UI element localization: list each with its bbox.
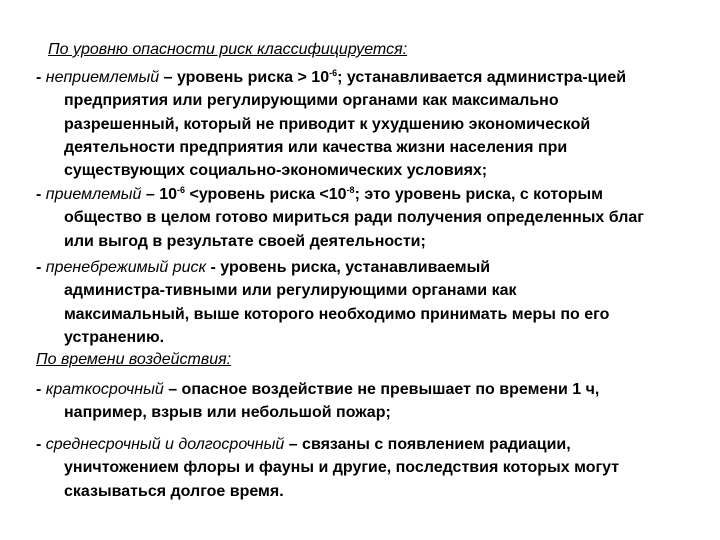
- list-item-acceptable: [36, 183, 692, 253]
- heading-exposure-time: [36, 348, 692, 371]
- item-line: общество в целом готово мириться ради получения определенных благ: [64, 209, 644, 227]
- item-dash: -: [36, 381, 46, 398]
- heading-1-text: По уровню опасности риск классифицируется:: [48, 41, 408, 58]
- item-line: максимальный, выше которого необходимо принимать меры по его: [64, 305, 610, 323]
- item-text: ; устанавливается администра-цией: [337, 69, 627, 86]
- item-text: <уровень риска <10: [185, 186, 347, 203]
- item-term: пренебрежимый риск: [45, 259, 207, 276]
- list-item-short-term: [36, 378, 692, 425]
- list-item-negligible: [36, 256, 692, 349]
- heading-2-text: По времени воздействия:: [36, 351, 232, 368]
- item-term: краткосрочный: [45, 381, 164, 398]
- item-sup: -8: [346, 185, 355, 195]
- item-line: администра-тивными или регулирующими органами как: [64, 282, 517, 300]
- item-text: ; это уровень риска, с которым: [354, 186, 604, 203]
- item-dash: -: [36, 186, 46, 203]
- item-text: – 10: [141, 186, 178, 203]
- item-line: уничтожением флоры и фауны и другие, последствия которых могут: [64, 459, 620, 477]
- item-line: деятельности предприятия или качества жизни населения при: [64, 138, 568, 156]
- item-term: приемлемый: [45, 186, 142, 203]
- item-sup: -6: [329, 68, 338, 78]
- item-line: предприятия или регулирующими органами как максимально: [64, 92, 559, 110]
- item-line: сказываться долгое время.: [64, 482, 284, 500]
- item-line: разрешенный, который не приводит к ухудшению экономической: [64, 115, 591, 133]
- item-text: - уровень риска, устанавливаемый: [206, 259, 491, 276]
- item-sup: -6: [177, 185, 186, 195]
- item-term: неприемлемый: [45, 69, 160, 86]
- item-text: – связаны с появлением радиации,: [284, 436, 571, 453]
- item-line: существующих социально-экономических условиях;: [64, 162, 488, 180]
- item-dash: -: [36, 436, 46, 453]
- item-line: устранению.: [64, 328, 165, 346]
- item-dash: -: [36, 69, 46, 86]
- item-dash: -: [36, 259, 46, 276]
- heading-danger-level: [36, 38, 692, 61]
- list-item-medium-long-term: [36, 433, 692, 503]
- item-line: или выгод в результате своей деятельности;: [64, 232, 426, 250]
- item-text: – уровень риска > 10: [159, 69, 330, 86]
- item-term: среднесрочный и долгосрочный: [45, 436, 285, 453]
- item-text: – опасное воздействие не превышает по времени 1 ч,: [163, 381, 600, 398]
- list-item-unacceptable: [36, 66, 692, 182]
- item-line: например, взрыв или небольшой пожар;: [64, 404, 391, 422]
